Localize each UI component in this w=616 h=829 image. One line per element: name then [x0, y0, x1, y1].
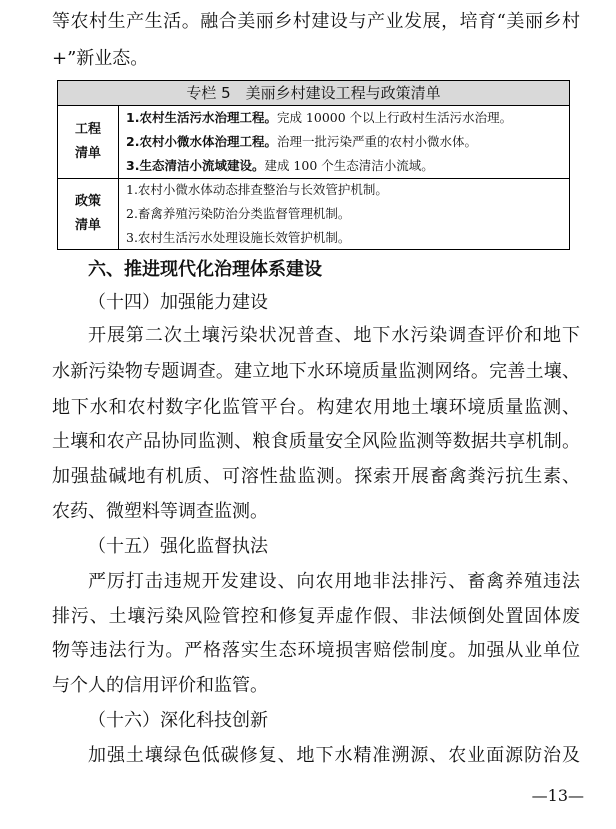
box-row-label — [58, 106, 119, 178]
body-line: 加强土壤绿色低碳修复、地下水精准溯源、农业面源防治及 — [88, 745, 580, 766]
box-item-text: 治理一批污染严重的农村小微水体。 — [276, 134, 477, 149]
box-label-line: 工程 — [74, 122, 101, 137]
subsection-title: （十五）强化监督执法 — [88, 536, 268, 557]
body-line: 开展第二次土壤污染状况普查、地下水污染调查评价和地下 — [88, 325, 580, 346]
box-item-title: 2.农村小微水体治理工程。 — [126, 134, 277, 149]
subsection-title: （十四）加强能力建设 — [88, 292, 268, 313]
box-row-items — [119, 106, 569, 178]
body-line: 等农村生产生活。融合美丽乡村建设与产业发展，培育“美丽乡村 — [52, 11, 580, 32]
subsection-title: （十六）深化科技创新 — [88, 710, 268, 731]
page-number: —13— — [531, 786, 584, 805]
box-item-title: 1.农村生活污水治理工程。 — [126, 110, 277, 125]
box-item: 1.农村小微水体动态排查整治与长效管护机制。 — [126, 182, 388, 197]
body-line: +”新业态。 — [52, 48, 149, 69]
box-item — [126, 106, 562, 130]
section-heading: 六、推进现代化治理体系建设 — [88, 259, 322, 280]
body-line: 排污、土壤污染风险管控和修复弄虚作假、非法倾倒处置固体废 — [52, 606, 580, 627]
body-line: 水新污染物专题调查。建立地下水环境质量监测网络。完善土壤、 — [52, 361, 580, 382]
box-item-text: 完成 10000 个以上行政村生活污水治理。 — [276, 110, 513, 125]
body-line: 与个人的信用评价和监管。 — [52, 675, 268, 696]
body-line: 加强盐碱地有机质、可溶性盐监测。探索开展畜禽粪污抗生素、 — [52, 466, 580, 487]
box-item: 3.农村生活污水处理设施长效管护机制。 — [126, 230, 351, 245]
body-line: 土壤和农产品协同监测、粮食质量安全风险监测等数据共享机制。 — [52, 431, 580, 452]
box-label-line: 清单 — [74, 218, 101, 233]
box-row-policies — [58, 179, 569, 249]
box-label-line: 清单 — [74, 146, 101, 161]
box-item: 2.畜禽养殖污染防治分类监督管理机制。 — [126, 206, 351, 221]
box-title: 专栏 5 美丽乡村建设工程与政策清单 — [58, 81, 569, 106]
special-column-box — [57, 80, 570, 250]
box-label-line: 政策 — [74, 194, 101, 209]
body-line: 地下水和农村数字化监管平台。构建农用地土壤环境质量监测、 — [52, 397, 580, 418]
box-item-title: 3.生态清洁小流域建设。 — [126, 158, 265, 173]
box-row-label — [58, 179, 119, 249]
body-line: 严厉打击违规开发建设、向农用地非法排污、畜禽养殖违法 — [88, 571, 580, 592]
box-row-projects — [58, 106, 569, 179]
box-item — [126, 154, 562, 178]
body-line: 农药、微塑料等调查监测。 — [52, 501, 268, 522]
box-item — [126, 130, 562, 154]
box-row-items — [119, 179, 569, 249]
box-item-text: 建成 100 个生态清洁小流域。 — [264, 158, 434, 173]
body-line: 物等违法行为。严格落实生态环境损害赔偿制度。加强从业单位 — [52, 640, 580, 661]
